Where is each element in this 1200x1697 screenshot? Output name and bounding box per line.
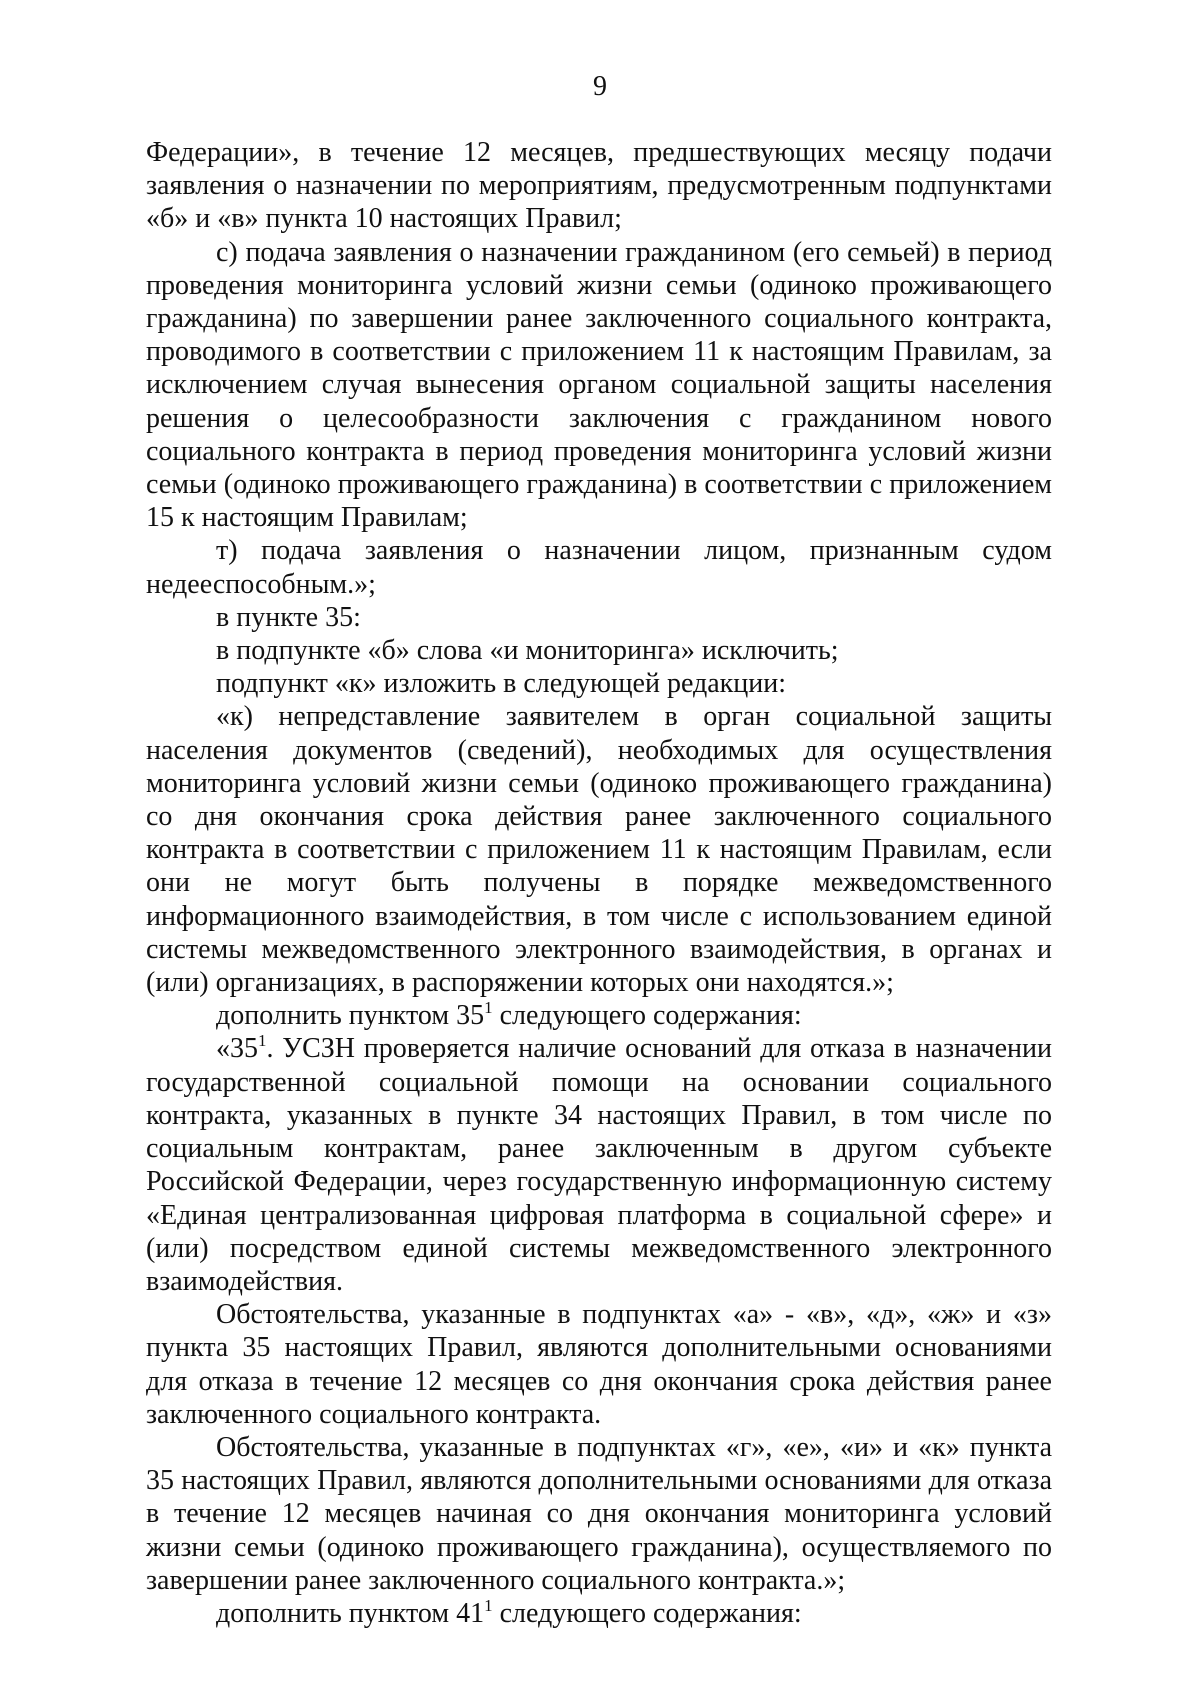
paragraph-subitem-b-amend: в подпункте «б» слова «и мониторинга» исключить;	[216, 635, 839, 667]
paragraph-continuation: Федерации», в течение 12 месяцев, предшествующих месяцу подачи заявления о назначении по мероприятиям, предусмотренным подпунктами «б» и «в» пункта 10 настоящих Правил;	[146, 137, 1052, 235]
paragraph-add-point-41-1	[146, 1597, 1052, 1630]
text-segment: дополнить пунктом 35	[216, 1000, 485, 1032]
page-number: 9	[593, 71, 607, 102]
paragraph-subitem-k-intro: подпункт «к» изложить в следующей редакции:	[216, 668, 787, 700]
paragraph-circumstances-2: Обстоятельства, указанные в подпунктах «г», «е», «и» и «к» пункта 35 настоящих Правил, являются дополнительными основаниями для отказа в течение 12 месяцев начиная со дня окончания мониторинга условий жизни семьи (одиноко проживающего гражданина), осуществляемого по завершении ранее заключенного социального контракта.»;	[146, 1431, 1052, 1596]
superscript: 1	[258, 1031, 267, 1051]
text-segment: следующего содержания:	[492, 1597, 802, 1629]
superscript: 1	[484, 998, 493, 1018]
text-segment: «35	[216, 1033, 258, 1065]
paragraph-subitem-s: с) подача заявления о назначении гражданином (его семьей) в период проведения мониторинга условий жизни семьи (одиноко проживающего гражданина) по завершении ранее заключенного социального контракта, проводимого в соответствии с приложением 11 к настоящим Правилам, за исключением случая вынесения органом социальной защиты населения решения о целесообразности заключения с гражданином нового социального контракта в период проведения мониторинга условий жизни семьи (одиноко проживающего гражданина) в соответствии с приложением 15 к настоящим Правилам;	[146, 236, 1052, 534]
document-body	[146, 136, 1052, 1630]
paragraph-add-point-35-1	[146, 999, 1052, 1032]
paragraph-point-35-1	[146, 1032, 1052, 1298]
text-segment: дополнить пунктом 41	[216, 1597, 485, 1629]
paragraph-subitem-t: т) подача заявления о назначении лицом, признанным судом недееспособным.»;	[146, 535, 1052, 600]
paragraph-circumstances-1: Обстоятельства, указанные в подпунктах «а» - «в», «д», «ж» и «з» пункта 35 настоящих Правил, являются дополнительными основаниями для отказа в течение 12 месяцев со дня окончания срока действия ранее заключенного социального контракта.	[146, 1299, 1052, 1430]
paragraph-subitem-k: «к) непредставление заявителем в орган социальной защиты населения документов (сведений), необходимых для осуществления мониторинга условий жизни семьи (одиноко проживающего гражданина) со дня окончания срока действия ранее заключенного социального контракта в соответствии с приложением 11 к настоящим Правилам, если они не могут быть получены в порядке межведомственного информационного взаимодействия, в том числе с использованием единой системы межведомственного электронного взаимодействия, в органах и (или) организациях, в распоряжении которых они находятся.»;	[146, 701, 1052, 999]
text-segment: . УСЗН проверяется наличие оснований для отказа в назначении государственной социальной помощи на основании социального контракта, указанных в пункте 34 настоящих Правил, в том числе по социальным контрактам, ранее заключенным в другом субъекте Российской Федерации, через государственную информационную систему «Единая централизованная цифровая платформа в социальной сфере» и (или) посредством единой системы межведомственного электронного взаимодействия.	[146, 1033, 1052, 1297]
paragraph-point-35: в пункте 35:	[216, 601, 361, 633]
text-segment: следующего содержания:	[492, 1000, 802, 1032]
superscript: 1	[484, 1595, 493, 1615]
